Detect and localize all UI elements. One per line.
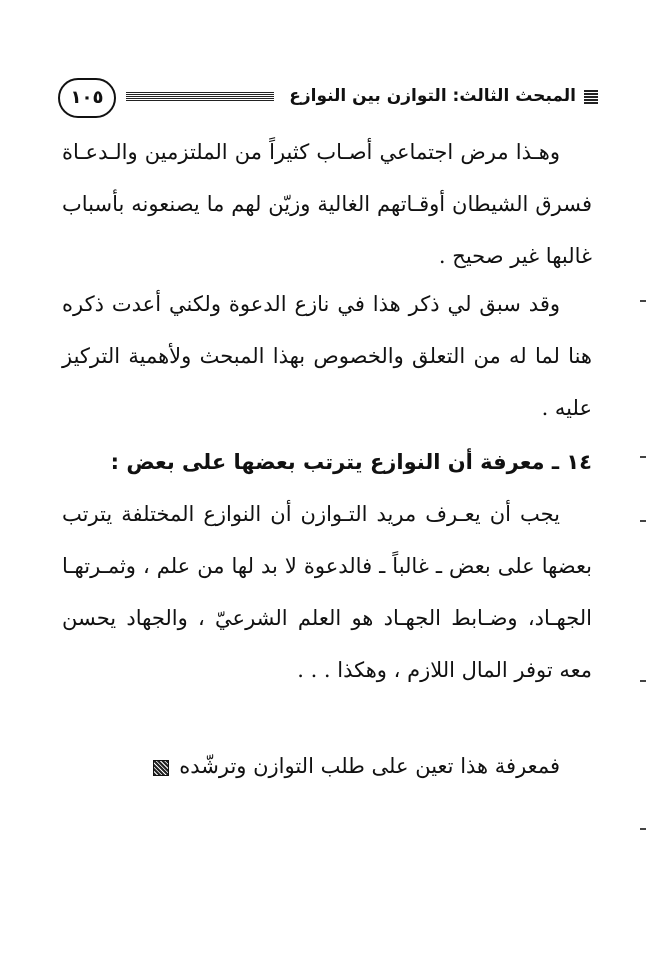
paragraph-1: وهـذا مرض اجتماعي أصـاب كثيراً من الملتزمين والـدعـاة فسرق الشيطان أوقـاتهم الغالية وزيّن لهم ما يصنعونه بأسباب غالبها غير صحيح . (62, 140, 592, 268)
page-edge-mark (640, 520, 646, 522)
running-header (58, 78, 598, 122)
page-edge-mark (640, 300, 646, 302)
header-ornament-icon (584, 90, 598, 104)
page-number: ١٠٥ (58, 78, 116, 118)
section-paragraph: يجب أن يعـرف مريد التـوازن أن النوازع المختلفة يترتب بعضها على بعض ـ غالباً ـ فالدعوة لا بد لها من علم ، وثمـرتهـا الجهـاد، وضـابط الجهـاد هو العلم الشرعيّ ، والجهاد يحسن معه توفر المال اللازم ، وهكذا . . . (62, 502, 592, 682)
end-ornament-icon (153, 760, 169, 776)
header-rule (126, 92, 274, 101)
section-heading: ١٤ ـ معرفة أن النوازع يترتب بعضها على بعض : (110, 450, 592, 474)
page-edge-mark (640, 680, 646, 682)
page-edge-mark (640, 828, 646, 830)
closing-line (153, 740, 560, 792)
closing-text: فمعرفة هذا تعين على طلب التوازن وترشّده (179, 754, 560, 778)
chapter-title: المبحث الثالث: التوازن بين النوازع (289, 86, 576, 106)
paragraph-2: وقد سبق لي ذكر هذا في نازع الدعوة ولكني أعدت ذكره هنا لما له من التعلق والخصوص بهذا المبحث ولأهمية التركيز عليه . (62, 292, 592, 420)
page-edge-mark (640, 456, 646, 458)
